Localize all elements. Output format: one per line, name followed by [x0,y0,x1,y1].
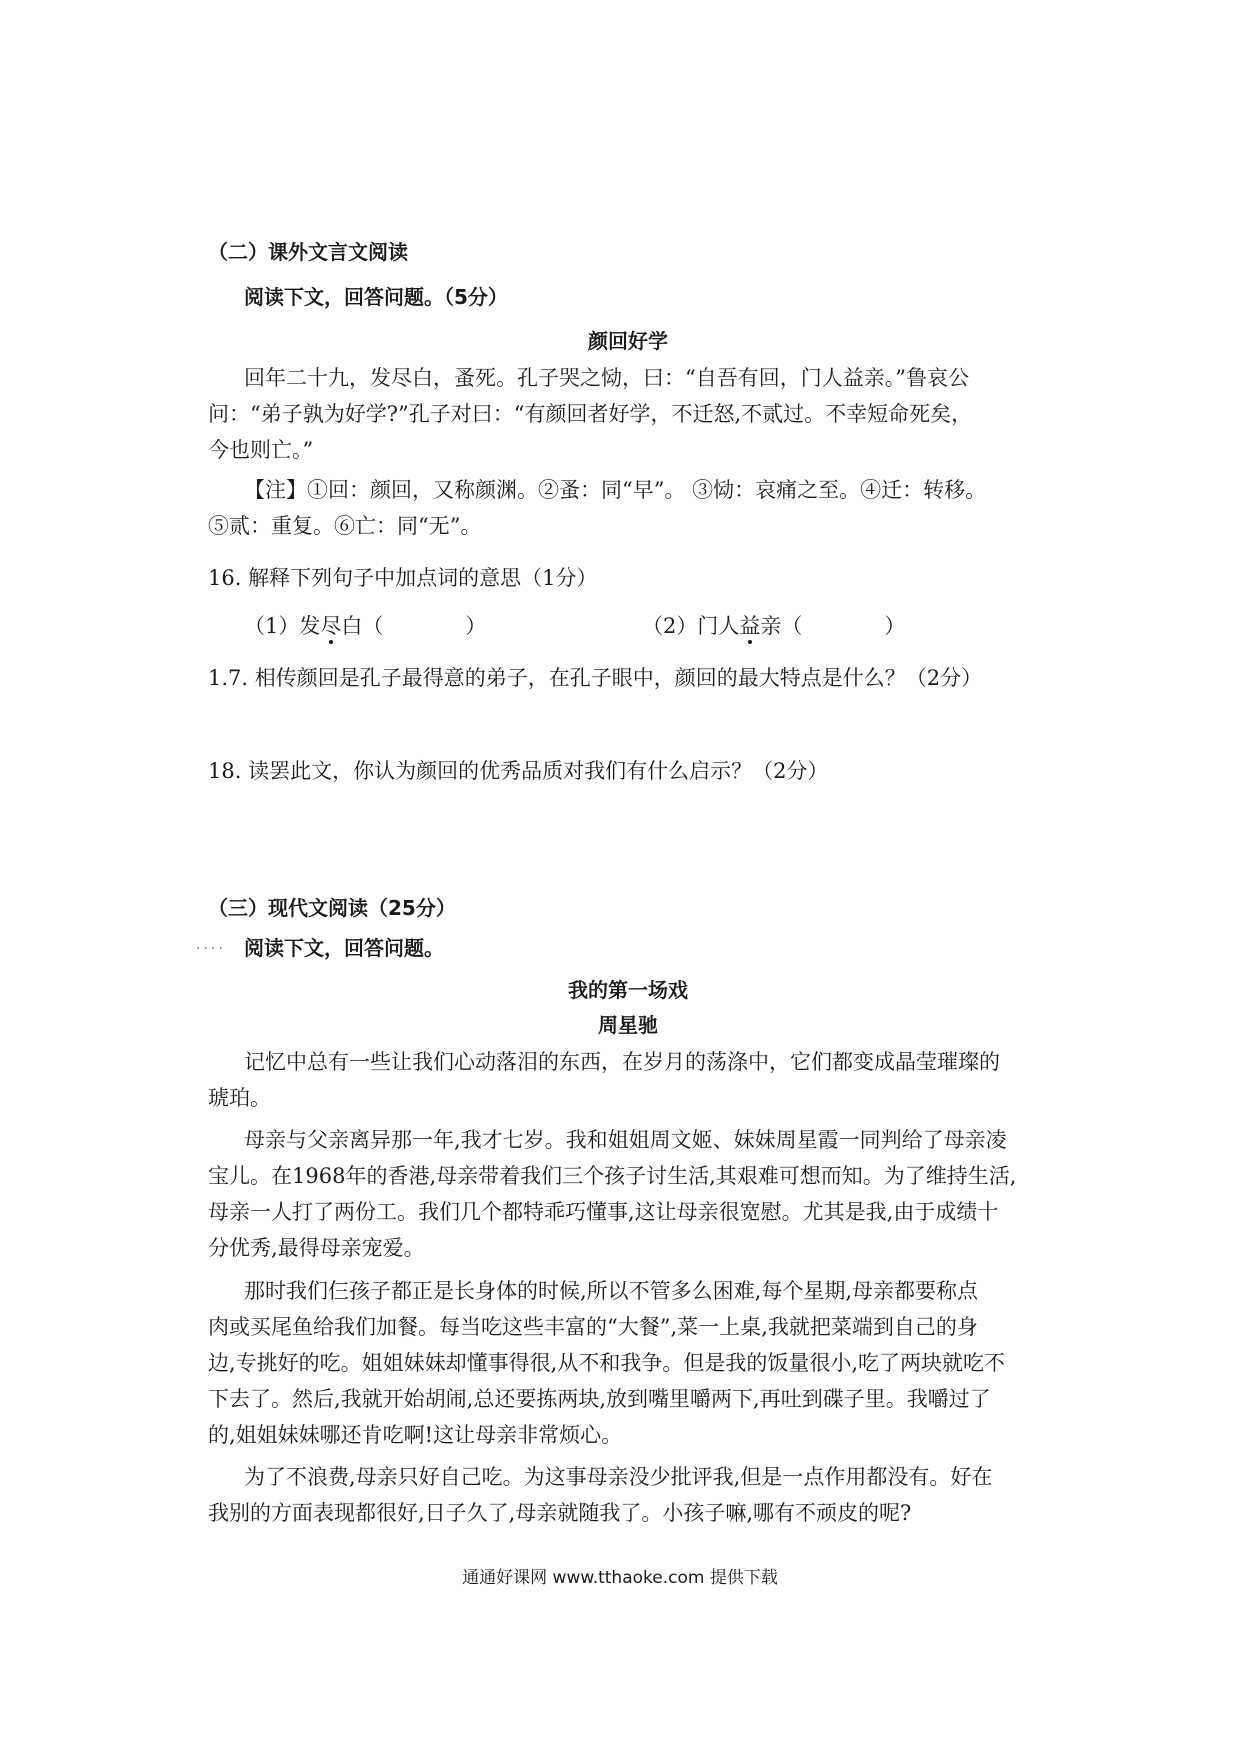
essay-line-7: 那时我们仨孩子都正是长身体的时候,所以不管多么困难,每个星期,母亲都要称点 [244,1279,979,1303]
note-line-2: ⑤贰：重复。⑥亡：同“无”。 [208,514,482,538]
dotted-marks: .... [196,937,226,953]
question-16-item-2 [642,611,942,641]
section2-title: 颜回好学 [588,329,668,353]
item2-post: 亲（ [760,614,803,638]
question-16-item-1 [244,611,487,641]
essay-line-12: 为了不浪费,母亲只好自己吃。为这事母亲没少批评我,但是一点作用都没有。好在 [244,1465,993,1489]
essay-line-8: 肉或买尾鱼给我们加餐。每当吃这些丰富的“大餐”,菜一上桌,我就把菜端到自己的身 [208,1315,978,1339]
note-line-1: 【注】①回：颜回，又称颜渊。②蚤：同“早”。 ③恸：哀痛之至。④迁：转移。 [244,478,987,502]
essay-line-5: 母亲一人打了两份工。我们几个都特乖巧懂事,这让母亲很宽慰。尤其是我,由于成绩十 [208,1200,999,1224]
item1-pre: （1）发 [244,614,321,638]
passage-line-1: 回年二十九，发尽白，蚤死。孔子哭之恸，曰：“自吾有回，门人益亲。”鲁哀公 [244,366,969,390]
section3-author: 周星驰 [598,1013,658,1037]
question-16: 16. 解释下列句子中加点词的意思（1分） [208,566,598,590]
essay-line-10: 下去了。然后,我就开始胡闹,总还要拣两块,放到嘴里嚼两下,再吐到碟子里。我嚼过了 [208,1387,991,1411]
item1-dotted-word: 尽 [320,614,342,638]
essay-line-11: 的,姐姐妹妹哪还肯吃啊!这让母亲非常烦心。 [208,1423,623,1447]
section3-title: 我的第一场戏 [568,978,688,1002]
item1-close: ） [465,614,487,638]
section2-instruction: 阅读下文，回答问题。（5分） [244,285,508,309]
section3-instruction: 阅读下文，回答问题。 [244,936,444,960]
section3-heading: （三）现代文阅读（25分） [208,896,456,920]
page-footer: 通通好课网 www.tthaoke.com 提供下载 [462,1568,778,1588]
question-17: 1.7. 相传颜回是孔子最得意的弟子，在孔子眼中，颜回的最大特点是什么？（2分） [208,666,983,690]
item2-dotted-word: 益 [739,614,761,638]
section2-heading: （二）课外文言文阅读 [208,240,408,264]
essay-line-4: 宝儿。在1968年的香港,母亲带着我们三个孩子讨生活,其艰难可想而知。为了维持生活, [208,1164,1017,1188]
passage-line-2: 问：“弟子孰为好学?”孔子对曰：“有颜回者好学，不迁怒,不贰过。不幸短命死矣， [208,402,973,426]
essay-line-1: 记忆中总有一些让我们心动落泪的东西，在岁月的荡涤中，它们都变成晶莹璀璨的 [244,1050,1000,1074]
essay-line-3: 母亲与父亲离异那一年,我才七岁。我和姐姐周文姬、妹妹周星霞一同判给了母亲凌 [244,1128,1007,1152]
item2-pre: （2）门人 [642,614,740,638]
essay-line-13: 我别的方面表现都很好,日子久了,母亲就随我了。小孩子嘛,哪有不顽皮的呢? [208,1501,912,1525]
essay-line-6: 分优秀,最得母亲宠爱。 [208,1236,425,1260]
question-18: 18. 读罢此文，你认为颜回的优秀品质对我们有什么启示？（2分） [208,759,829,783]
item2-close: ） [884,614,906,638]
essay-line-2: 琥珀。 [208,1086,271,1110]
essay-line-9: 边,专挑好的吃。姐姐妹妹却懂事得很,从不和我争。但是我的饭量很小,吃了两块就吃不 [208,1351,1006,1375]
passage-line-3: 今也则亡。” [208,438,314,462]
item1-post: 白（ [341,614,384,638]
